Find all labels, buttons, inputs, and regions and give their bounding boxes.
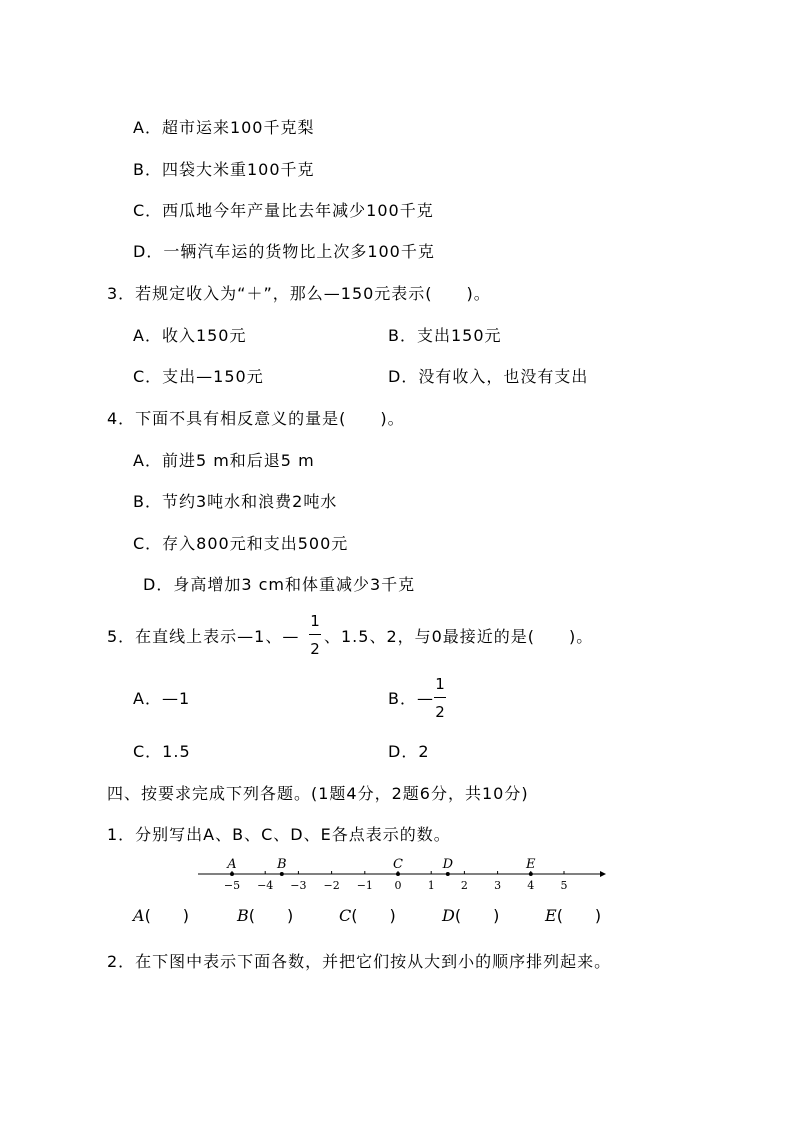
- q5-fraction-denominator: 2: [310, 640, 320, 658]
- number-line-tick-label: 5: [560, 879, 568, 892]
- q4-option-c: C．存入800元和支出500元: [133, 534, 349, 553]
- number-line-tick-label: 1: [427, 879, 435, 892]
- number-line-point-label-d: D: [442, 857, 454, 872]
- section4-heading: 四、按要求完成下列各题。(1题4分，2题6分，共10分): [107, 784, 529, 803]
- number-line: [190, 850, 610, 896]
- answer-b: B( ): [237, 906, 294, 925]
- number-line-tick-label: 0: [394, 879, 402, 892]
- number-line-tick-label: −1: [356, 879, 373, 892]
- section4-q1-stem: 1．分别写出A、B、C、D、E各点表示的数。: [107, 825, 451, 844]
- q5-option-b-fraction-bar: [434, 697, 446, 698]
- q4-stem: 4．下面不具有相反意义的量是( )。: [107, 409, 405, 428]
- number-line-point-label-e: E: [526, 857, 536, 872]
- number-line-arrow: [600, 871, 606, 877]
- number-line-point-label-c: C: [393, 857, 403, 872]
- q5-fraction-numerator: 1: [310, 612, 320, 630]
- q3-option-b: B．支出150元: [388, 326, 502, 345]
- number-line-point-label-b: B: [277, 857, 287, 872]
- section4-q2-stem: 2．在下图中表示下面各数，并把它们按从大到小的顺序排列起来。: [107, 952, 612, 971]
- number-line-point-d: [446, 872, 450, 876]
- q4-option-d: D．身高增加3 cm和体重减少3千克: [143, 575, 416, 594]
- q3-option-c: C．支出—150元: [133, 367, 264, 386]
- number-line-tick-label: −2: [323, 879, 340, 892]
- q4-option-a: A．前进5 m和后退5 m: [133, 451, 315, 470]
- number-line-point-a: [230, 872, 234, 876]
- number-line-tick-label: 2: [460, 879, 468, 892]
- q5-stem-before: 5．在直线上表示—1、—: [107, 627, 300, 646]
- q2-option-a: A．超市运来100千克梨: [133, 118, 315, 137]
- q3-stem: 3．若规定收入为“＋”，那么—150元表示( )。: [107, 284, 491, 303]
- answer-e: E( ): [545, 906, 602, 925]
- number-line-point-e: [529, 872, 533, 876]
- q5-option-c: C．1.5: [133, 742, 191, 761]
- q2-option-c: C．西瓜地今年产量比去年减少100千克: [133, 201, 434, 220]
- q5-option-a: A．—1: [133, 689, 191, 708]
- number-line-point-c: [396, 872, 400, 876]
- q2-option-b: B．四袋大米重100千克: [133, 160, 315, 179]
- number-line-point-b: [280, 872, 284, 876]
- q3-option-a: A．收入150元: [133, 326, 247, 345]
- answer-c: C( ): [339, 906, 396, 925]
- q5-option-d: D．2: [388, 742, 430, 761]
- number-line-tick-label: −4: [257, 879, 274, 892]
- number-line-tick-label: 3: [494, 879, 502, 892]
- q5-option-b-numerator: 1: [435, 675, 445, 693]
- number-line-tick-label: −5: [223, 879, 241, 892]
- number-line-tick-label: −3: [290, 879, 307, 892]
- q3-option-d: D．没有收入，也没有支出: [388, 367, 589, 386]
- number-line-point-label-a: A: [227, 857, 237, 872]
- q2-option-d: D．一辆汽车运的货物比上次多100千克: [133, 242, 435, 261]
- number-line-tick-label: 4: [527, 879, 535, 892]
- answer-d: D( ): [442, 906, 500, 925]
- q5-stem-after: 、1.5、2，与0最接近的是( )。: [324, 627, 594, 646]
- q4-option-b: B．节约3吨水和浪费2吨水: [133, 492, 338, 511]
- answer-a: A( ): [133, 906, 190, 925]
- q5-option-b-prefix: B．—: [388, 689, 434, 708]
- q5-option-b-denominator: 2: [435, 703, 445, 721]
- q5-fraction-bar: [309, 634, 321, 635]
